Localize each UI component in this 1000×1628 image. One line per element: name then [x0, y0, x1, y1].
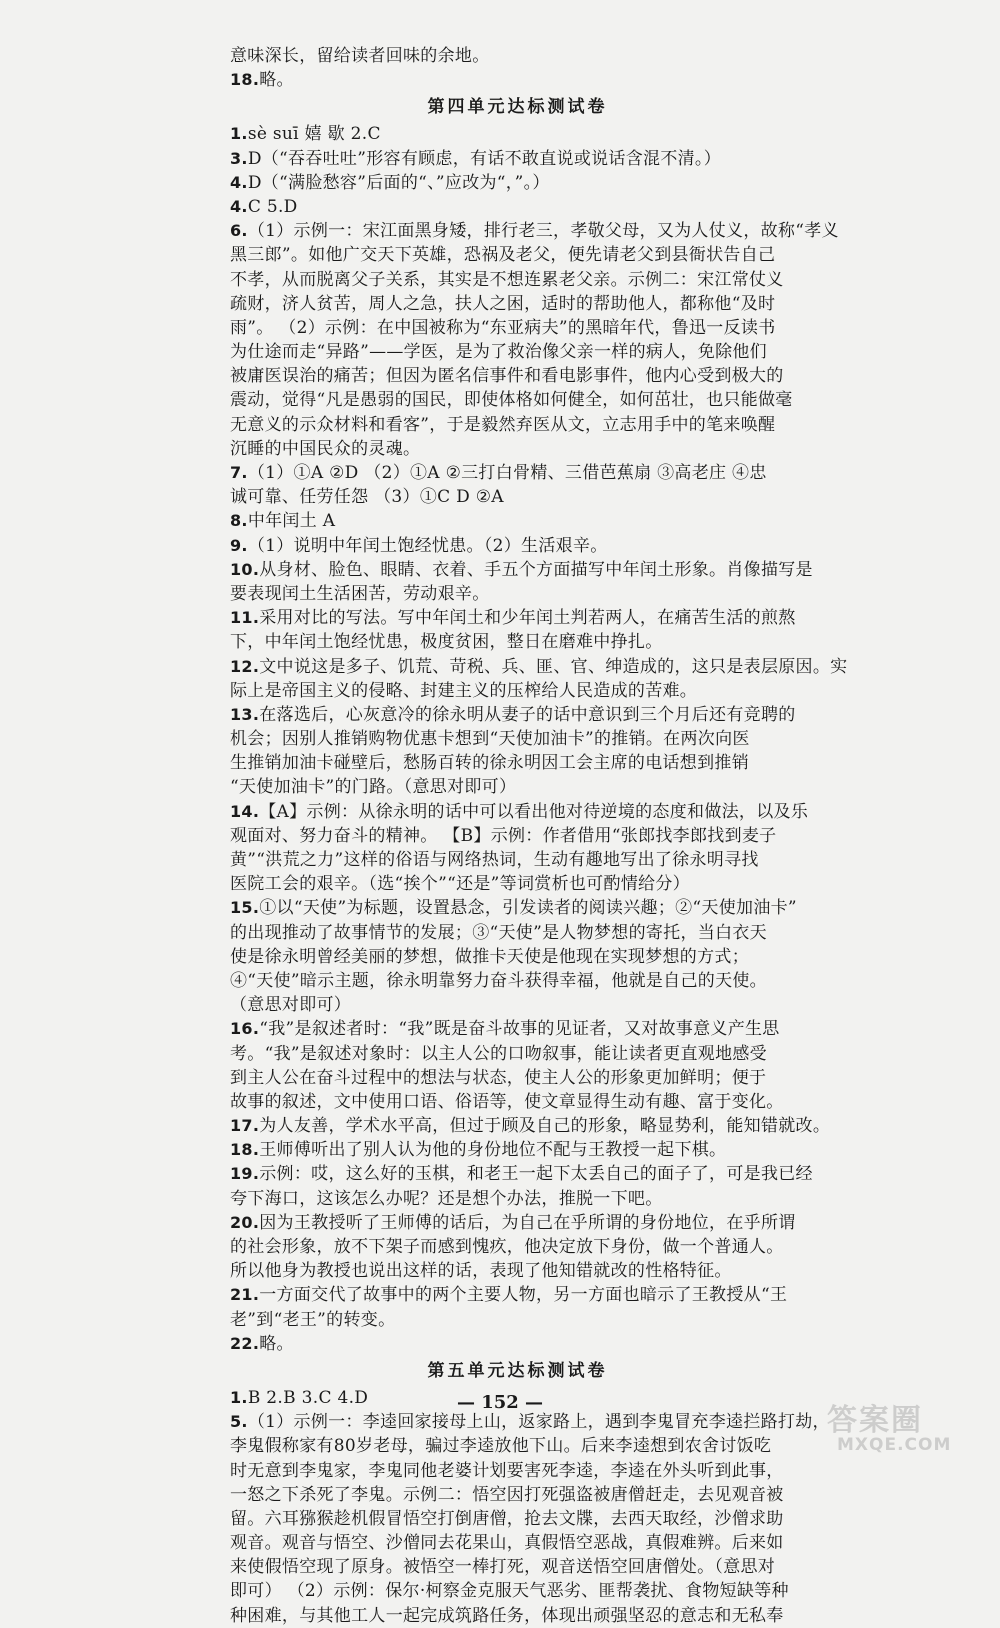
- answer-text: 略。: [259, 1333, 294, 1354]
- answer-line: [230, 848, 805, 872]
- answer-line: [230, 1114, 831, 1138]
- answer-line: [230, 1483, 805, 1507]
- watermark-text-bottom: MXQE.COM: [837, 1435, 952, 1455]
- answer-line: [230, 945, 805, 969]
- answer-line: [230, 1066, 805, 1090]
- answer-line: [230, 800, 809, 824]
- question-number: 1.: [230, 1387, 248, 1407]
- answer-line: [230, 437, 805, 461]
- answer-line: [230, 292, 805, 316]
- answer-line: [230, 1434, 805, 1458]
- answer-text: “我”是叙述者时：“我”既是奋斗故事的见证者，又对故事意义产生思: [259, 1019, 780, 1040]
- answer-line: [230, 1459, 805, 1483]
- answer-line: [230, 679, 805, 703]
- answer-line: [230, 316, 805, 340]
- answer-line: [230, 872, 805, 896]
- answer-key-body: [230, 44, 848, 1628]
- answer-text: （1）示例一：李逵回家接母上山，返家路上，遇到李鬼冒充李逵拦路打劫，: [247, 1412, 830, 1433]
- answer-text: 观面对、努力奋斗的精神。 【B】示例：作者借用“张郎找李郎找到麦子: [230, 825, 777, 846]
- answer-line: [230, 558, 813, 582]
- answer-line: [230, 1042, 805, 1066]
- answer-line: [230, 775, 805, 799]
- question-number: 18.: [230, 70, 260, 90]
- question-number: 4.: [230, 196, 248, 216]
- answer-line: [230, 630, 805, 654]
- question-number: 3.: [230, 148, 248, 168]
- answer-text: 无意义的示众材料和看客”，于是毅然弃医从文，立志用手中的笔来唤醒: [230, 414, 776, 435]
- section-5-answers: [230, 1386, 830, 1628]
- answer-text: sè suī 嬉 歇 2.C: [247, 124, 381, 145]
- answer-line: [230, 703, 805, 727]
- answer-text: 使是徐永明曾经美丽的梦想，做推卡天使是他现在实现梦想的方式；: [230, 946, 749, 967]
- answer-text: 一怒之下杀死了李鬼。示例二：悟空因打死强盗被唐僧赶走，去见观音被: [230, 1484, 784, 1505]
- answer-text: 疏财，济人贫苦，周人之急，扶人之困，适时的帮助他人，都称他“及时: [230, 293, 776, 314]
- answer-text: 沉睡的中国民众的灵魂。: [230, 438, 421, 459]
- watermark-logo: [807, 1395, 992, 1457]
- answer-line: [230, 68, 805, 92]
- answer-text: D（“满脸愁容”后面的“、”应改为“，”。）: [247, 172, 550, 193]
- answer-text: 诚可靠、任劳任怨 （3）①C D ②A: [230, 487, 504, 508]
- question-number: 8.: [230, 511, 248, 531]
- answer-line: [230, 1090, 805, 1114]
- answer-line: [230, 582, 805, 606]
- answer-text: 李鬼假称家有80岁老母，骗过李逵放他下山。后来李逵想到农舍讨饭吃: [230, 1436, 772, 1457]
- answer-line: [230, 1410, 830, 1434]
- answer-text: 来使假悟空现了原身。被悟空一棒打死，观音送悟空回唐僧处。（意思对: [230, 1557, 776, 1578]
- answer-text: 【A】示例：从徐永明的话中可以看出他对待逆境的态度和做法，以及乐: [259, 801, 809, 822]
- answer-text: 意味深长，留给读者回味的余地。: [230, 46, 490, 66]
- answer-line: [230, 993, 805, 1017]
- answer-text: 要表现闰土生活困苦，劳动艰辛。: [230, 583, 490, 604]
- answer-line: [230, 413, 805, 437]
- answer-text: 故事的叙述，文中使用口语、俗语等，使文章显得生动有趣、富于变化。: [230, 1091, 784, 1112]
- answer-text: 示例：哎，这么好的玉棋，和老王一起下太丢自己的面子了，可是我已经: [259, 1164, 813, 1185]
- answer-line: [230, 1555, 805, 1579]
- answer-line: [230, 1017, 805, 1041]
- answer-line: [230, 655, 848, 679]
- answer-text: D（“吞吞吐吐”形容有顾虑，有话不敢直说或说话含混不清。）: [247, 148, 722, 169]
- answer-line: [230, 1283, 805, 1307]
- section-4-answers: [230, 122, 848, 1356]
- answer-line: [230, 1259, 805, 1283]
- answer-text: 文中说这是多子、饥荒、苛税、兵、匪、官、绅造成的，这只是表层原因。实: [259, 656, 848, 677]
- question-number: 1.: [230, 124, 248, 144]
- answer-text: 因为王教授听了王师傅的话后，为自己在乎所谓的身份地位，在乎所谓: [259, 1212, 796, 1233]
- answer-line: [230, 1162, 813, 1186]
- question-number: 22.: [230, 1333, 260, 1353]
- answer-text: 到主人公在奋斗过程中的想法与状态，使主人公的形象更加鲜明；便于: [230, 1067, 767, 1088]
- question-number: 16.: [230, 1019, 260, 1039]
- answer-text: 一方面交代了故事中的两个主要人物，另一方面也暗示了王教授从“王: [259, 1285, 788, 1306]
- question-number: 21.: [230, 1285, 260, 1305]
- answer-text: 中年闰土 A: [247, 511, 336, 532]
- question-number: 6.: [230, 221, 248, 241]
- answer-text: “天使加油卡”的门路。（意思对即可）: [230, 777, 517, 798]
- answer-text: 即可） （2）示例：保尔·柯察金克服天气恶劣、匪帮袭扰、食物短缺等种: [230, 1581, 789, 1602]
- answer-line: [230, 751, 805, 775]
- answer-line: [230, 921, 805, 945]
- answer-text: 生推销加油卡碰壁后，愁肠百转的徐永明因工会主席的电话想到推销: [230, 753, 749, 774]
- answer-text: 雨”。 （2）示例：在中国被称为“东亚病夫”的黑暗年代，鲁迅一反读书: [230, 317, 776, 338]
- answer-text: 所以他身为教授也说出这样的话，表现了他知错就改的性格特征。: [230, 1261, 732, 1282]
- answer-text: 老”到“老王”的转变。: [230, 1309, 396, 1330]
- answer-line: [230, 147, 805, 171]
- answer-line: [230, 1531, 805, 1555]
- answer-text: 下，中年闰土饱经忧患，极度贫困，整日在磨难中挣扎。: [230, 632, 663, 653]
- question-number: 7.: [230, 463, 248, 482]
- answer-line: [230, 1507, 805, 1531]
- answer-text: 留。六耳猕猴趁机假冒悟空打倒唐僧，抢去文牒，去西天取经，沙僧求助: [230, 1508, 784, 1529]
- question-number: 20.: [230, 1212, 260, 1232]
- answer-line: [230, 1604, 805, 1628]
- answer-text: 在落选后，心灰意冷的徐永明从妻子的话中意识到三个月后还有竞聘的: [259, 704, 796, 725]
- answer-line: [230, 195, 805, 219]
- answer-line: [230, 824, 805, 848]
- answer-text: （1）说明中年闰土饱经忧患。（2）生活艰辛。: [247, 535, 608, 556]
- answer-text: 黄”“洪荒之力”这样的俗语与网络热词，生动有趣地写出了徐永明寻找: [230, 850, 759, 870]
- answer-text: 黑三郎”。如他广交天下英雄，恐祸及老父，便先请老父到县衙状告自己: [230, 245, 776, 266]
- answer-line: [230, 485, 805, 509]
- answer-line: [230, 461, 805, 485]
- answer-text: 时无意到李鬼家，李鬼同他老婆计划要害死李逵，李逵在外头听到此事，: [230, 1460, 784, 1481]
- section-title-unit-4: 第四单元达标测试卷: [427, 97, 608, 118]
- answer-text: 际上是帝国主义的侵略、封建主义的压榨给人民造成的苦难。: [230, 680, 698, 701]
- answer-text: 医院工会的艰辛。（选“挨个”“还是”等词赏析也可酌情给分）: [230, 874, 690, 895]
- answer-line: [230, 606, 805, 630]
- answer-text: 从身材、脸色、眼睛、衣着、手五个方面描写中年闰土形象。肖像描写是: [259, 559, 813, 580]
- answer-text: 被庸医误治的痛苦；但因为匿名信事件和看电影事件，他内心受到极大的: [230, 366, 784, 387]
- answer-text: （1）示例一：宋江面黑身矮，排行老三，孝敬父母，又为人仗义，故称“孝义: [247, 221, 839, 242]
- answer-text: 考。“我”是叙述对象时：以主人公的口吻叙事，能让读者更直观地感受: [230, 1043, 767, 1064]
- answer-text: 略。: [259, 70, 294, 91]
- answer-text: 机会；因别人推销购物优惠卡想到“天使加油卡”的推销。在两次向医: [230, 729, 750, 750]
- header-lines: [230, 44, 805, 92]
- answer-text: （1）①A ②D （2）①A ②三打白骨精、三借芭蕉扇 ③高老庄 ④忠: [247, 463, 767, 483]
- answer-line: [230, 1187, 805, 1211]
- answer-line: [230, 268, 805, 292]
- answer-text: 不孝，从而脱离父子关系，其实是不想连累老父亲。示例二：宋江常仗义: [230, 269, 784, 290]
- question-number: 18.: [230, 1140, 260, 1160]
- question-number: 9.: [230, 535, 248, 555]
- answer-text: 为仕途而走“异路”——学医，是为了救治像父亲一样的病人，免除他们: [230, 342, 767, 363]
- answer-line: [230, 1211, 805, 1235]
- answer-text: 种困难，与其他工人一起完成筑路任务，体现出顽强坚忍的意志和无私奉: [230, 1605, 784, 1626]
- answer-text: ①以“天使”为标题，设置悬念，引发读者的阅读兴趣；②“天使加油卡”: [259, 898, 797, 919]
- answer-line: [230, 896, 805, 920]
- answer-line: [230, 44, 805, 68]
- answer-line: [230, 171, 805, 195]
- question-number: 5.: [230, 1412, 248, 1432]
- answer-line: [230, 388, 805, 412]
- answer-line: [230, 969, 805, 993]
- answer-text: 为人友善，学术水平高，但过于顾及自己的形象，略显势利，能知错就改。: [259, 1116, 831, 1137]
- answer-text: 观音。观音与悟空、沙僧同去花果山，真假悟空恶战，真假难辨。后来如: [230, 1533, 784, 1554]
- answer-line: [230, 1308, 805, 1332]
- question-number: 12.: [230, 656, 260, 676]
- answer-text: 震动，觉得“凡是愚弱的国民，即使体格如何健全，如何茁壮，也只能做毫: [230, 390, 793, 411]
- answer-line: [230, 1579, 805, 1603]
- answer-line: [230, 340, 805, 364]
- page-number: — 152 —: [456, 1392, 544, 1413]
- question-number: 10.: [230, 559, 260, 579]
- question-number: 14.: [230, 801, 260, 821]
- answer-text: B 2.B 3.C 4.D: [247, 1387, 369, 1408]
- answer-text: ④“天使”暗示主题，徐永明靠努力奋斗获得幸福，他就是自己的天使。: [230, 970, 767, 991]
- watermark-text-top: 答案圈: [827, 1403, 923, 1438]
- question-number: 15.: [230, 898, 260, 918]
- answer-text: 夸下海口，这该怎么办呢？还是想个办法，推脱一下吧。: [230, 1188, 663, 1209]
- answer-line: [230, 243, 805, 267]
- answer-line: [230, 727, 805, 751]
- answer-line: [230, 1332, 805, 1356]
- section-title-unit-5: 第五单元达标测试卷: [427, 1360, 608, 1381]
- answer-line: [230, 122, 805, 146]
- question-number: 13.: [230, 704, 260, 724]
- answer-text: 的社会形象，放不下架子而感到愧疚，他决定放下身份，做一个普通人。: [230, 1237, 784, 1257]
- answer-text: 王师傅听出了别人认为他的身份地位不配与王教授一起下棋。: [259, 1140, 727, 1161]
- question-number: 17.: [230, 1116, 260, 1136]
- answer-text: C 5.D: [247, 196, 298, 217]
- answer-line: [230, 1235, 805, 1259]
- answer-line: [230, 1138, 805, 1162]
- question-number: 19.: [230, 1164, 260, 1184]
- answer-line: [230, 534, 805, 558]
- answer-line: [230, 219, 839, 243]
- answer-text: 采用对比的写法。写中年闰土和少年闰土判若两人，在痛苦生活的煎熬: [259, 608, 796, 629]
- answer-text: 的出现推动了故事情节的发展；③“天使”是人物梦想的寄托，当白衣天: [230, 922, 767, 943]
- answer-line: [230, 509, 805, 533]
- question-number: 11.: [230, 608, 260, 628]
- answer-text: （意思对即可）: [230, 995, 352, 1016]
- question-number: 4.: [230, 172, 248, 192]
- answer-line: [230, 364, 805, 388]
